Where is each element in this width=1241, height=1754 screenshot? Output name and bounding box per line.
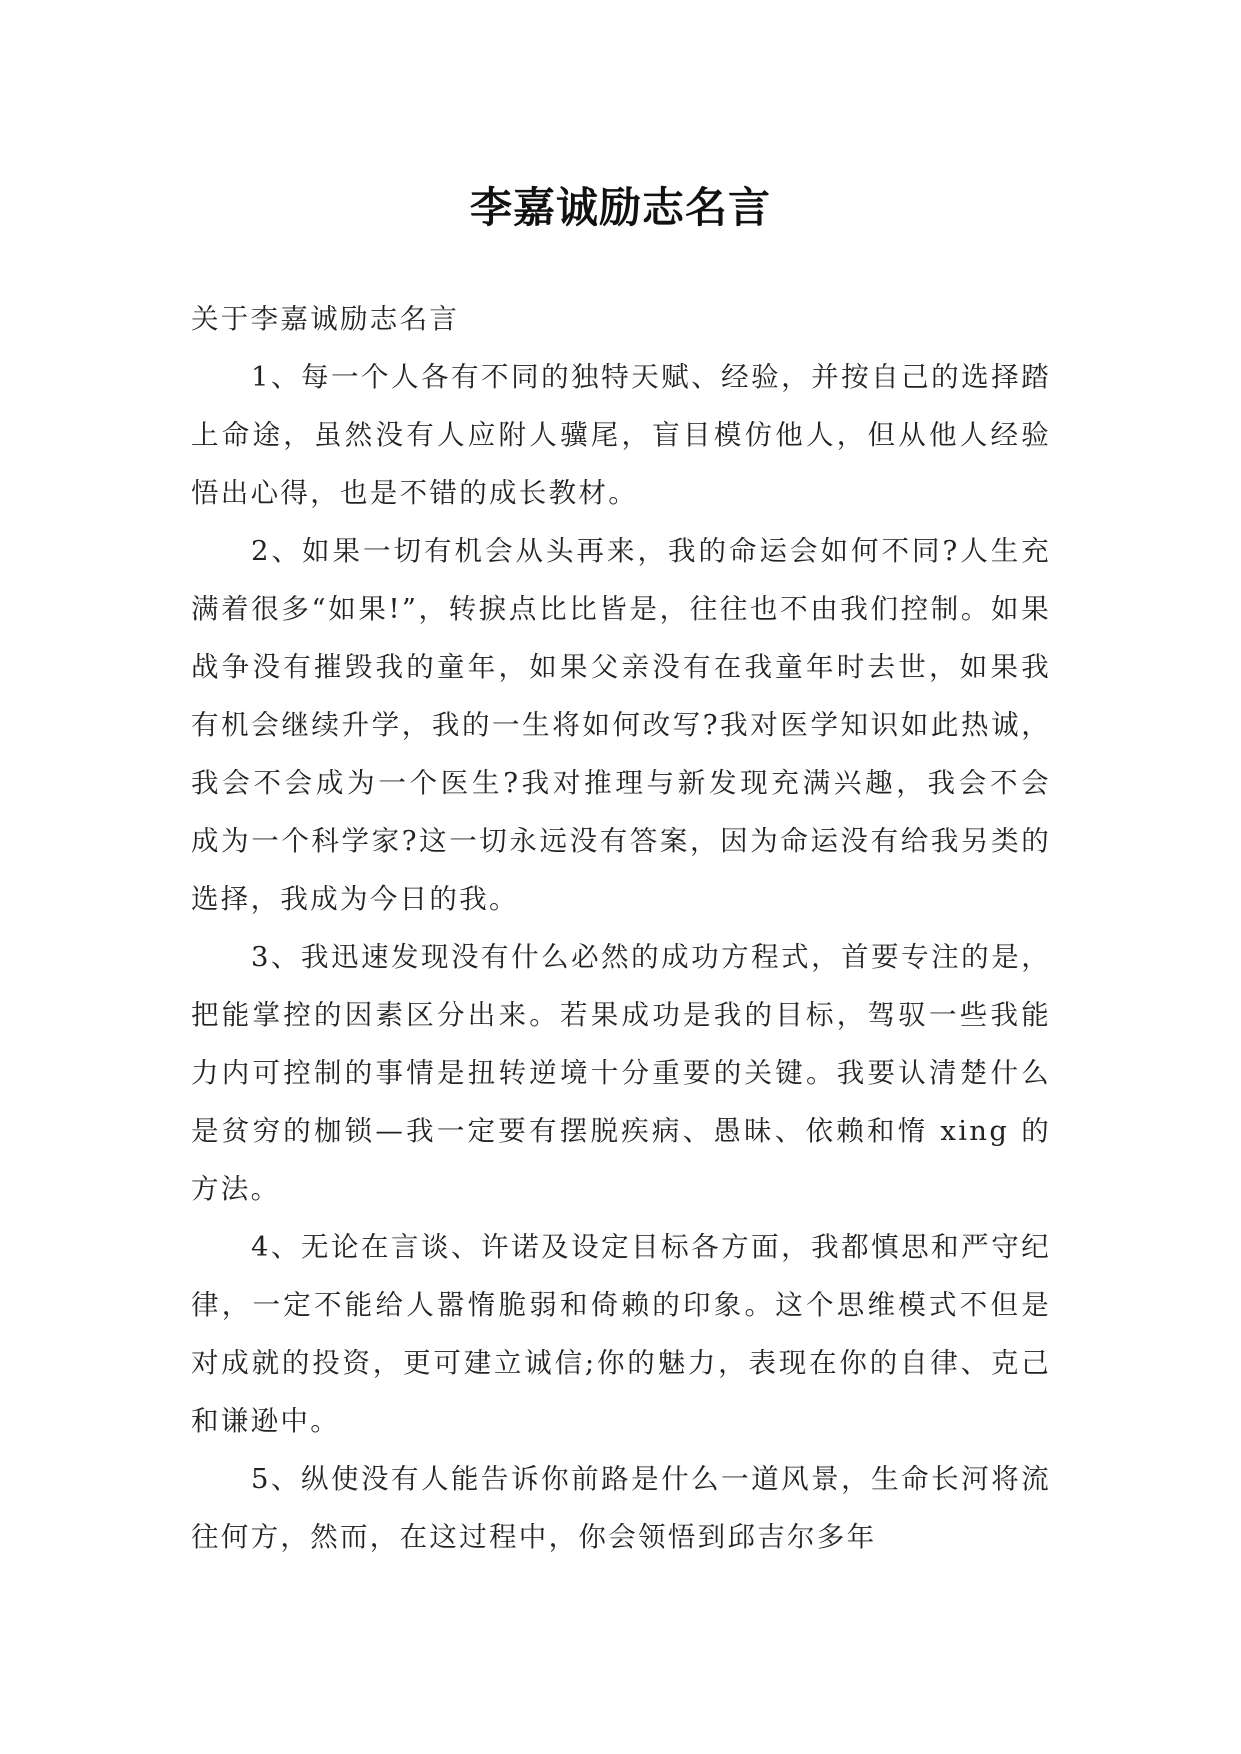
paragraph-2: 2、如果一切有机会从头再来，我的命运会如何不同?人生充满着很多“如果!”，转捩点比比皆是，往往也不由我们控制。如果战争没有摧毁我的童年，如果父亲没有在我童年时去世，如果我有机会继续升学，我的一生将如何改写?我对医学知识如此热诚，我会不会成为一个医生?我对推理与新发现充满兴趣，我会不会 成为一个科学家?这一切永远没有答案，因为命运没有给我另类的选择，我成为今日的我。	[191, 535, 1051, 915]
document-subtitle: 关于李嘉诚励志名言	[191, 303, 460, 335]
document-body	[191, 290, 1051, 1566]
paragraph-4: 4、无论在言谈、许诺及设定目标各方面，我都慎思和严守纪律，一定不能给人嚣惰脆弱和倚赖的印象。这个思维模式不但是对成就的投资，更可建立诚信;你的魅力，表现在你的自律、克己和谦逊中。	[191, 1231, 1051, 1437]
paragraph-1: 1、每一个人各有不同的独特天赋、经验，并按自己的选择踏上命途，虽然没有人应附人骥尾，盲目模仿他人，但从他人经验悟出心得，也是不错的成长教材。	[191, 361, 1051, 509]
paragraph-5: 5、纵使没有人能告诉你前路是什么一道风景，生命长河将流往何方，然而，在这过程中，你会领悟到邱吉尔多年	[191, 1463, 1051, 1553]
paragraph-3: 3、我迅速发现没有什么必然的成功方程式，首要专注的是，把能掌控的因素区分出来。若果成功是我的目标，驾驭一些我能力内可控制的事情是扭转逆境十分重要的关键。我要认清楚什么是贫穷的枷锁—我一定要有摆脱疾病、愚昧、依赖和惰 xing 的方法。	[191, 941, 1051, 1205]
document-title: 李嘉诚励志名言	[469, 183, 771, 233]
